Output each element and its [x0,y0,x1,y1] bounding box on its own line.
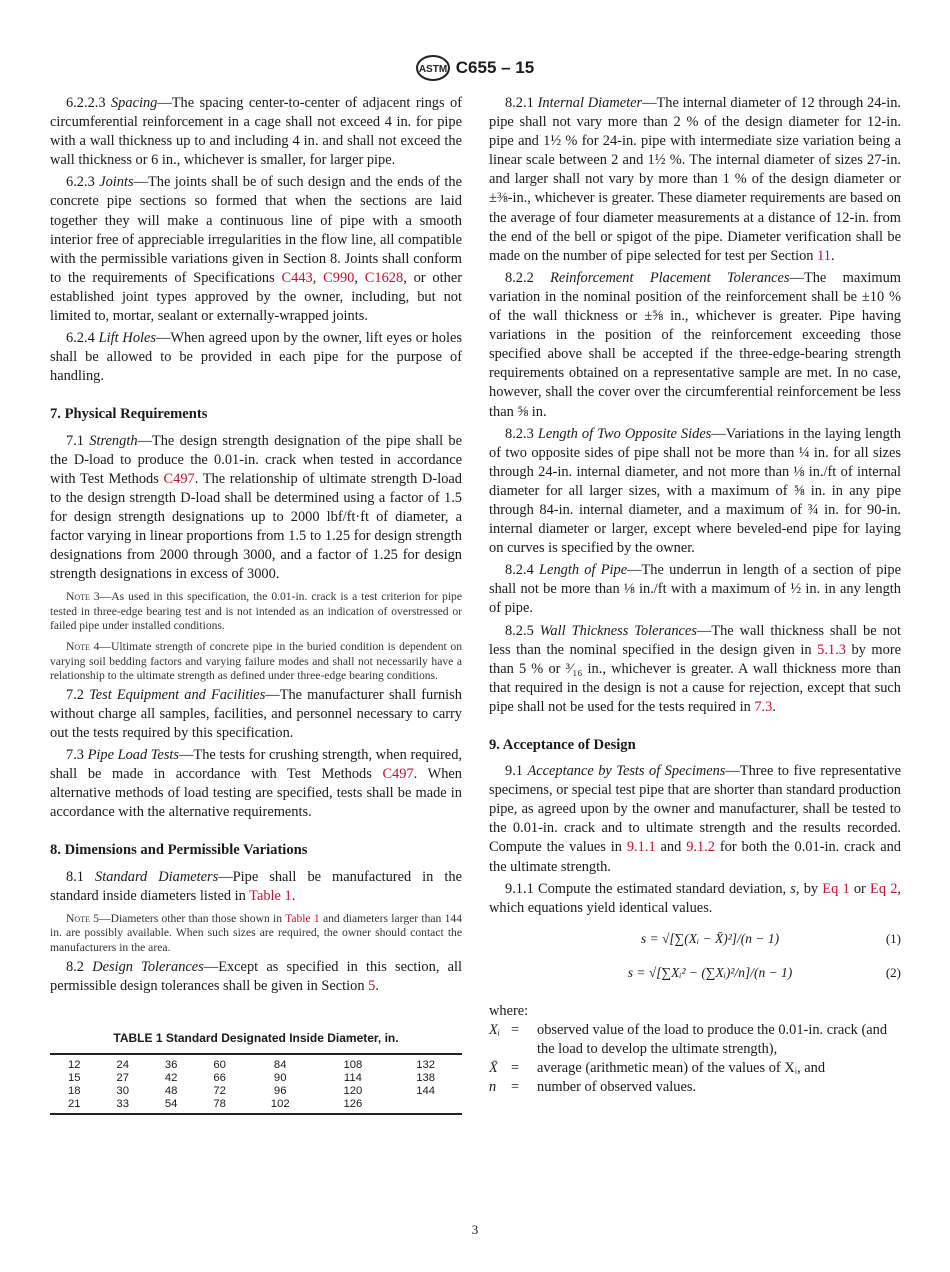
cross-reference-link[interactable]: 11 [817,247,831,264]
text-run: . [830,247,835,264]
paragraph [50,746,462,822]
table-row [50,1085,462,1098]
paragraph [50,868,462,906]
table-cell: 102 [270,1097,290,1110]
right-text [489,94,901,918]
table-cell: 132 [416,1058,436,1071]
cross-reference-link[interactable]: C497 [163,470,195,487]
text-run: 7.2 [66,686,90,703]
text-run: Standard Diameters [95,868,219,885]
cross-reference-link[interactable]: C1628 [364,269,404,286]
text-run: —The internal diameter of 12 through 24-in. pipe shall not vary more than 2 % of the design diameter for 12-in. pipe and 1½ % for 24-in. pipe with intermediate size variation being a linear scale between 2 and 1½ %. The internal diameter of sizes 27-in. and larger shall not vary by more than 1 % of the design diameter or ±⅜-in., whichever is greater. These diameter requirements are based on the average of four diameter measurements at a distance of 12-in. from the end of the bell or spigot of the pipe. Diameter verification shall be made on the number of pipe selected for test per Section [489,95,902,264]
table-cell: 138 [416,1071,436,1084]
page-header [0,55,950,81]
text-run: . [375,977,379,994]
table-cell: 90 [273,1071,287,1084]
paragraph [489,880,901,918]
left-text [50,94,462,996]
table-row [50,1098,462,1114]
text-run: Length of Two Opposite Sides [537,425,712,442]
table-cell: 48 [164,1084,178,1097]
variable-definition [489,1078,901,1097]
variable-definition [489,1059,901,1078]
paragraph [50,686,462,743]
table-cell: 72 [213,1084,226,1097]
text-run: 8.2 [66,958,93,975]
text-run: 8.2.4 [505,562,540,579]
paragraph [489,622,901,717]
text-run: —Diameters other than those shown in [98,911,286,925]
page-number: 3 [471,1222,479,1237]
text-run: Strength [89,432,138,449]
cross-reference-link[interactable]: 9.1.1 [626,839,656,856]
cross-reference-link[interactable]: 7.3 [754,698,773,715]
equals-sign: = [511,1060,520,1077]
paragraph [489,762,901,877]
text-run: —As used in this specification, the 0.01-in. crack is a test criterion for pipe tested in three-edge bearing test and is not intended as an indication of overstressed or failed pipe under installed conditions. [50,590,462,633]
where-label: where: [489,1002,529,1019]
text-run: 8.1 [66,868,96,885]
table-cell: 144 [416,1084,436,1097]
text-run: —Pipe shall be manufactured in the standard inside diameters listed in [50,868,462,904]
text-run: . The relationship of ultimate strength D-load to the design strength D-load shall be determined using a factor of 1.5 for design strength designations up to 2000 lbf/ft·ft of diameter, a factor varying in linear proportions from 1.5 to 1.25 for design strength designations from 2000 through 3000, and a factor of 1.25 for design strength designations in excess of 3000. [50,470,462,583]
paragraph [50,329,462,386]
text-run: —The design strength designation of the pipe shall be the D-load to produce the 0.01-in. crack when tested in accordance with Test Methods [50,432,462,487]
paragraph [489,561,901,618]
table-cell: 21 [67,1097,81,1110]
variable-description: number of observed values. [537,1079,697,1096]
section-heading [489,736,901,755]
text-run: 9. Acceptance of Design [489,737,636,753]
text-run: 9.1 [505,763,528,780]
equation-formula: s = √[∑(Xᵢ − X̄)²]/(n − 1) [640,931,780,947]
table-row [50,1072,462,1085]
text-run: , [354,269,365,286]
text-run: Pipe Load Tests [87,747,180,764]
note [50,912,462,956]
table-cell: 84 [273,1058,287,1071]
text-run: —Three to five representative specimens, or special test pipe that are shorter than standard production pipe, as agreed upon by the owner and manufacturer, shall be tested to the 0.01-in. crack and to ultimate strength and the results recorded. Compute the values in [489,763,901,856]
text-run: or [849,880,871,897]
text-run: Joints [99,174,134,191]
text-run: by more than 5 % or ³⁄₁₆ in., whichever is greater. A wall thickness more than that required in the design is not a cause for rejection, except that such pipe shall not be used for the tests required in [489,641,901,715]
text-run: 9.1.1 Compute the estimated standard deviation, [505,880,791,897]
cross-reference-link[interactable]: Eq 2 [870,880,898,897]
variable-definition [489,1021,901,1059]
where-list [489,1002,901,1097]
text-run: . [291,887,296,904]
text-run: 8. Dimensions and Permissible Variations [50,842,308,859]
text-run: , which equations yield identical values. [489,880,902,916]
text-run: —The underrun in length of a section of pipe shall not be more than ⅛ in./ft with a maximum of ½ in. in any length of pipe. [489,562,901,617]
text-run: Spacing [110,95,158,111]
svg-text:ASTM: ASTM [418,64,447,75]
table-cell: 36 [164,1058,178,1071]
text-run: and diameters larger than 144 in. are possibly available. When such sizes are required, the owner should contact the manufacturers in the area. [50,911,462,954]
equation [489,958,901,988]
table-cell: 108 [343,1058,363,1071]
text-run: Lift Holes [98,330,157,347]
equals-sign: = [511,1021,520,1038]
variable-description: average (arithmetic mean) of the values of Xᵢ, and [537,1060,826,1077]
section-heading [50,405,462,424]
equation [489,924,901,954]
text-run: 7. Physical Requirements [50,406,208,423]
text-run: 8.2.5 [505,622,540,639]
text-run: Design Tolerances [92,958,204,975]
table-cell: 18 [67,1084,81,1097]
text-run: , or other established joint types approved by the owner, including, but not limited to, mortar, sealant or externally-wrapped joints. [50,269,462,325]
variable-description: observed value of the load to produce the 0.01-in. crack (and the load to develop the ultimate strength), [537,1021,888,1058]
equations [489,924,901,988]
text-run: —When agreed upon by the owner, lift eyes or holes shall be allowed to be provided in each pipe for the purpose of handling. [50,330,462,385]
table-cell [389,1098,462,1114]
table-cell: 24 [116,1058,129,1071]
cross-reference-link[interactable]: 5.1.3 [817,641,846,658]
text-run: —The joints shall be of such design and the ends of the concrete pipe sections so formed that when the sections are laid together they will make a continuous line of pipe with a smooth interior free of appreciable irregularities in the flow line, all compatible with the permissible variations given in Section 8. Joints shall conform to the requirements of Specifications [50,174,463,286]
paragraph [50,958,462,996]
text-run: 6.2.4 [66,330,99,347]
text-run: and [655,839,687,856]
text-run: 8.2.2 [505,269,551,286]
text-run: —The tests for crushing strength, when required, shall be made in accordance with Test Methods [50,747,462,783]
cross-reference-link[interactable]: 5 [368,977,376,994]
diameter-table [50,1053,462,1115]
table-caption: TABLE 1 Standard Designated Inside Diameter, in. [113,1030,399,1045]
table-cell: 66 [213,1071,226,1084]
text-run: —The spacing center-to-center of adjacent rings of circumferential reinforcement in a cage shall not exceed 4 in. for pipe with a wall thickness up to and including 4 in. and shall not exceed the wall thickness or 6 in., whichever is smaller, for larger pipe. [50,95,462,169]
table-cell: 96 [273,1084,287,1097]
text-run: 7.3 [66,747,88,764]
variable-symbol: X̄ [489,1060,498,1077]
variable-symbol: n [489,1079,497,1096]
equation-number: (1) [885,931,901,947]
text-run: , [312,269,324,286]
table-cell: 42 [164,1071,178,1084]
text-run: Note 4 [66,640,100,654]
cross-reference-link[interactable]: C443 [281,269,313,286]
cross-reference-link[interactable]: Table 1 [285,911,320,925]
paragraph [50,173,462,326]
table-cell: 15 [67,1071,81,1084]
table-cell: 12 [67,1058,81,1071]
table-cell: 126 [343,1097,363,1110]
text-run: —The wall thickness shall be not less than the nominal specified in the design given in [489,622,901,658]
section-heading [50,841,462,860]
cross-reference-link[interactable]: C497 [382,766,414,783]
table-cell: 27 [116,1071,129,1084]
text-run: 8.2.1 [505,95,538,111]
paragraph [489,269,901,422]
text-run: Length of Pipe [539,562,628,579]
table-cell: 33 [116,1097,129,1110]
text-run: s [790,880,796,897]
text-run: Internal Diameter [537,95,643,111]
text-run: —The manufacturer shall furnish without charge all samples, facilities, and personnel necessary to carry out the tests required by this specification. [50,686,462,741]
cross-reference-link[interactable]: 9.1.2 [686,839,715,856]
text-run: —Ultimate strength of concrete pipe in the buried condition is dependent on varying soil bedding factors and varying failure modes and shall not necessarily have a relationship to the ultimate strength as defined under three-edge bearing conditions. [50,640,462,683]
cross-reference-link[interactable]: Eq 1 [822,880,850,897]
table-cell: 78 [213,1097,226,1110]
text-run: Note 3 [66,590,100,604]
astm-logo-icon [416,55,450,81]
cross-reference-link[interactable]: Table 1 [249,887,292,904]
paragraph [489,94,901,266]
text-run: —Variations in the laying length of two opposite sides of pipe shall not be more than ¼ in. for all sizes through 24-in. internal diameter, and not more than ⅛ in./ft of internal diameter for all larger sizes, with a maximum of ⅝ in. in any pipe through 84-in. internal diameter, and a maximum of ¾ in. for 90-in. internal diameter or larger, except where beveled-end pipe for laying on curves is specified by the owner. [489,425,901,557]
text-run: —Except as specified in this section, all permissible design tolerances shall be given in Section [50,958,462,994]
text-run: . [772,698,776,715]
text-run: Reinforcement Placement Tolerances [550,269,790,286]
table-cell: 114 [343,1071,362,1084]
note [50,590,462,634]
equation-formula: s = √[∑Xᵢ² − (∑Xᵢ)²/n]/(n − 1) [627,965,793,981]
text-run: for both the 0.01-in. crack and the ultimate strength. [489,839,901,875]
text-run: 6.2.3 [66,174,100,191]
paragraph [50,94,462,170]
text-run: Note 5 [66,911,99,925]
text-run: Test Equipment and Facilities [89,686,266,703]
table-row [50,1054,462,1072]
text-run: . When alternative methods of load testing are specified, tests shall be made in accordance with the alternative requirements. [50,766,462,821]
text-run: 8.2.3 [505,425,538,442]
text-run: —The maximum variation in the nominal position of the reinforcement shall be ±10 % of the wall thickness or ±⅝ in., whichever is greater. Pipe having variations in the position of the reinforcement exceeding those specified above shall be accepted if the three-edge-bearing strength requirements obtained on a representative sample are met. In no case, however, shall the cover over the circumferential reinforcement be less than ⅝ in. [489,269,902,420]
equation-number: (2) [885,965,901,981]
variable-symbol: Xᵢ [489,1021,501,1038]
paragraph [489,425,901,559]
table-cell: 60 [213,1058,226,1071]
text-run: 6.2.2.3 [66,95,111,111]
text-run: 7.1 [66,432,90,449]
note [50,640,462,684]
left-column [50,94,462,1115]
paragraph [50,432,462,585]
right-column [489,94,901,1097]
table-cell: 30 [116,1084,129,1097]
table-cell: 54 [164,1097,178,1110]
cross-reference-link[interactable]: C990 [323,269,355,286]
table-cell: 120 [343,1084,363,1097]
equals-sign: = [511,1079,520,1096]
text-run: Acceptance by Tests of Specimens [527,763,726,780]
text-run: Wall Thickness Tolerances [539,622,697,639]
text-run: , by [795,880,823,897]
designation: C655 – 15 [455,58,535,77]
